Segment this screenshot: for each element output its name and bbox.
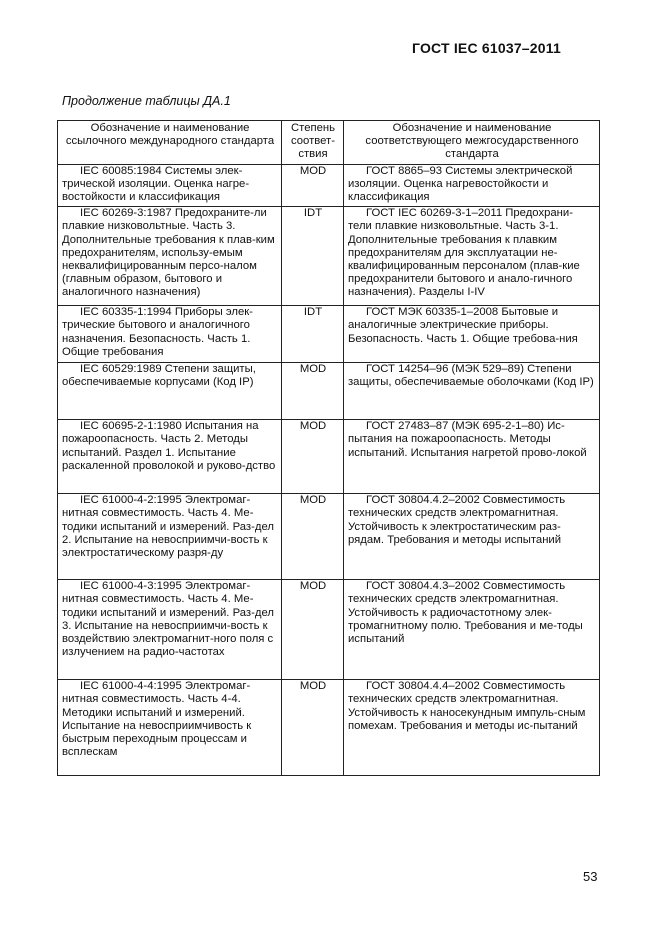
intl-standard-cell: IEC 61000-4-4:1995 Электромаг-нитная совместимость. Часть 4-4. Методики испытаний и измерений. Испытание на невосприимчивость к быстрым переходным процессам и всплескам [58,680,282,776]
intl-standard-cell: IEC 60269-3:1987 Предохраните-ли плавкие низковольтные. Часть 3. Дополнительные требования к плав-ким предохранителям, использу-емым неквалифицированным персо-налом (главным образом, бытового и аналогичного назначения) [58,207,282,306]
interstate-standard-cell: ГОСТ 14254–96 (МЭК 529–89) Степени защиты, обеспечиваемые оболочками (Код IP) [344,363,600,420]
intl-standard-cell: IEC 61000-4-3:1995 Электромаг-нитная совместимость. Часть 4. Ме-тодики испытаний и измерений. Раз-дел 3. Испытание на невосприимчи-вость к воздействию электромагнит-ного поля с излучением на радио-частотах [58,580,282,680]
table-row [58,164,600,207]
document-code-header: ГОСТ IEC 61037–2011 [412,40,561,56]
degree-cell: MOD [282,363,344,420]
intl-standard-cell: IEC 60335-1:1994 Приборы элек-трические бытового и аналогичного назначения. Безопасность. Часть 1. Общие требования [58,306,282,363]
interstate-standard-cell: ГОСТ 30804.4.4–2002 Совместимость технических средств электромагнитная. Устойчивость к наносекундным импуль-сным помехам. Требования и методы ис-пытаний [344,680,600,776]
column-header-intl-standard: Обозначение и наименование ссылочного международного стандарта [58,121,282,165]
intl-standard-cell: IEC 60695-2-1:1980 Испытания на пожароопасность. Часть 2. Методы испытаний. Раздел 1. Испытание раскаленной проволокой и руково-дство [58,420,282,494]
interstate-standard-cell: ГОСТ 30804.4.3–2002 Совместимость технических средств электромагнитная. Устойчивость к радиочастотному элек-тромагнитному полю. Требования и ме-тоды испытаний [344,580,600,680]
table-caption: Продолжение таблицы ДА.1 [62,94,231,108]
degree-cell: MOD [282,680,344,776]
degree-cell: MOD [282,420,344,494]
column-header-interstate-standard: Обозначение и наименование соответствующего межгосударственного стандарта [344,121,600,165]
intl-standard-cell: IEC 60085:1984 Системы элек-трической изоляции. Оценка нагре-востойкости и классификация [58,164,282,207]
column-header-degree: Степень соответ-ствия [282,121,344,165]
table-row [58,494,600,580]
table-row [58,580,600,680]
interstate-standard-cell: ГОСТ IEC 60269-3-1–2011 Предохрани-тели плавкие низковольтные. Часть 3-1. Дополнительные требования к плавким предохранителям для эксплуатации не-квалифицированным персоналом (плав-кие предохранители бытового и анало-гичного назначения). Разделы I-IV [344,207,600,306]
intl-standard-cell: IEC 60529:1989 Степени защиты, обеспечиваемые корпусами (Код IP) [58,363,282,420]
interstate-standard-cell: ГОСТ 8865–93 Системы электрической изоляции. Оценка нагревостойкости и классификация [344,164,600,207]
degree-cell: IDT [282,207,344,306]
degree-cell: IDT [282,306,344,363]
table-row [58,207,600,306]
degree-cell: MOD [282,494,344,580]
table-row [58,680,600,776]
standards-correspondence-table [57,120,600,776]
intl-standard-cell: IEC 61000-4-2:1995 Электромаг-нитная совместимость. Часть 4. Ме-тодики испытаний и измерений. Раз-дел 2. Испытание на невосприимчи-вость к электростатическому разря-ду [58,494,282,580]
table-row [58,420,600,494]
degree-cell: MOD [282,580,344,680]
table-row [58,363,600,420]
table-row [58,306,600,363]
page-number: 53 [583,869,598,884]
interstate-standard-cell: ГОСТ 30804.4.2–2002 Совместимость технических средств электромагнитная. Устойчивость к электростатическим раз-рядам. Требования и методы испытаний [344,494,600,580]
interstate-standard-cell: ГОСТ 27483–87 (МЭК 695-2-1–80) Ис-пытания на пожароопасность. Методы испытаний. Испытания нагретой прово-локой [344,420,600,494]
table-header-row [58,121,600,165]
degree-cell: MOD [282,164,344,207]
interstate-standard-cell: ГОСТ МЭК 60335-1–2008 Бытовые и аналогичные электрические приборы. Безопасность. Часть 1. Общие требова-ния [344,306,600,363]
